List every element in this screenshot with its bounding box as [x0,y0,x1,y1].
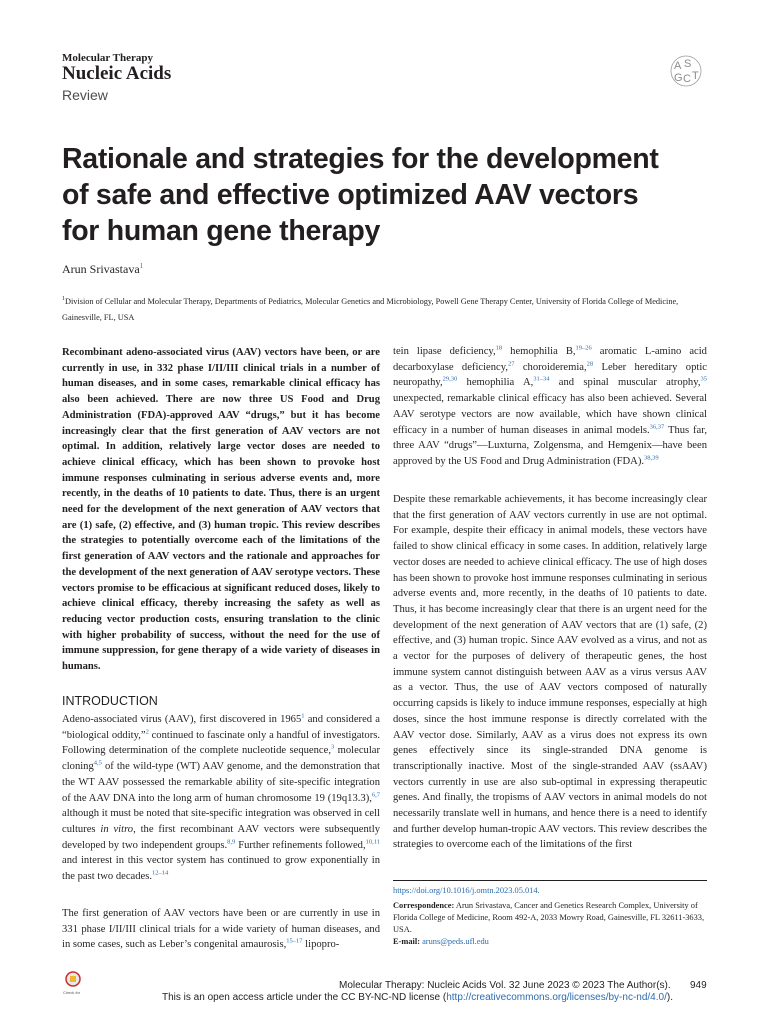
svg-text:T: T [692,70,699,82]
footer-citation: Molecular Therapy: Nucleic Acids Vol. 32 June 2023 © 2023 The Author(s). [339,980,671,991]
text-span: unexpected, remarkable clinical efficacy has also been achieved. Several AAV serotype vectors are now available, which have shown clinical efficacy in a number of human diseases in animal models. [393,393,707,436]
correspondence [393,900,707,936]
citation-ref[interactable]: 36,37 [649,422,665,430]
text-span: hemophilia B, [502,346,576,357]
svg-text:C: C [683,73,691,85]
intro-paragraph-2 [62,906,380,953]
citation-ref[interactable]: 6,7 [371,790,380,798]
check-for-updates-icon[interactable] [62,970,84,996]
author-line [62,262,143,277]
intro-paragraph-1 [62,712,380,885]
citation-ref[interactable]: 4,5 [93,759,102,767]
author-affiliation-ref[interactable]: 1 [139,262,144,270]
email-line [393,936,707,948]
text-span: , the first recombinant AAV vectors were subsequently developed by two independent groups. [62,823,380,851]
svg-text:G: G [674,72,683,84]
citation-ref[interactable]: 29,30 [442,375,458,383]
text-span: and spinal muscular atrophy, [549,377,701,389]
abstract: Recombinant adeno-associated virus (AAV) vectors have been, or are currently in use, in 332 phase I/II/III clinical trials in a number of human diseases, and in some cases, remarkable clinical efficacy has also been achieved. There are now three US Food and Drug Administration (FDA)-approved AAV “drugs,” but it has become increasingly clear that the first generation of AAV vectors are not optimal. In addition, relatively large vector doses are needed to achieve clinical efficacy, which has been shown to provoke host immune responses culminating in serious adverse events and, more recently, in the deaths of 10 patients to date. Thus, there is an urgent need for the development of the next generation of AAV vectors that are (1) safe, (2) effective, and (3) human tropic. This review describes the strategies to potentially overcome each of the limitations of the first generation of AAV vectors and the rationale and approaches for the development of the next generation of AAV serotype vectors. These vectors promise to be efficacious at significant reduced doses, likely to achieve clinical efficacy, thereby increasing the safety as well as reducing vector production costs, ensuring translation to the clinic with higher probability of success, without the need for the use of immune suppression, for gene therapy of a wide variety of diseases in humans. [62,347,380,673]
citation-ref[interactable]: 27 [508,360,515,368]
email-label: E-mail: [393,937,420,946]
correspondence-text: Arun Srivastava, Cancer and Genetics Research Complex, University of Florida College of Medicine, Room 492-A, 2033 Mowry Road, Gainesville, FL 32611-3633, USA. [393,901,705,934]
citation-ref[interactable]: 1 [301,712,305,720]
license-link[interactable]: http://creativecommons.org/licenses/by-nc-nd/4.0/ [446,992,667,1003]
page-number: 949 [690,980,707,991]
doi-link[interactable]: https://doi.org/10.1016/j.omtn.2023.05.014. [393,886,540,895]
text-span: aromatic L-amino acid decarboxylase deficiency, [393,346,707,373]
footnote-divider [393,880,707,881]
citation-ref[interactable]: 2 [145,728,149,736]
text-span: although it must be noted that site-specific integration was observed in cell cultures [62,808,380,835]
article-title: Rationale and strategies for the development of safe and effective optimized AAV vectors for human gene therapy [62,143,659,247]
license-end: ). [666,992,673,1003]
citation-ref[interactable]: 38,39 [644,454,659,462]
citation-ref[interactable]: 3 [330,743,335,751]
author-name: Arun Srivastava [62,262,140,276]
text-span: and considered a “biological oddity,” [62,714,380,741]
citation-ref[interactable]: 31–34 [533,375,550,383]
text-span: choroideremia, [514,361,587,373]
citation-ref[interactable]: 35 [700,375,707,383]
footer-license [162,992,673,1003]
citation-ref[interactable]: 10,11 [365,838,380,846]
text-span: continued to fascinate only a handful of investigators. Following determination of the complete nucleotide sequence, [62,729,380,757]
text-span: Thus far, three AAV “drugs”—Luxturna, Zolgensma, and Hemgenix—have been approved by the US Food and Drug Administration (FDA). [393,424,707,467]
text-span: of the wild-type (WT) AAV genome, and the demonstration that the WT AAV possessed the remarkable ability of site-specific integration of the AAV DNA into the long arm of human chromosome 19 (19q13.3), [62,761,380,804]
affiliation [62,291,712,326]
correspondence-label: Correspondence: [393,901,455,910]
citation-ref[interactable]: 19–26 [575,344,592,352]
section-heading-introduction: INTRODUCTION [62,694,158,708]
license-text: This is an open access article under the CC BY-NC-ND license ( [162,992,447,1003]
text-span: hemophilia A, [457,377,534,389]
citation-ref[interactable]: 15–17 [286,937,303,945]
right-paragraph-1 [393,344,707,470]
svg-text:A: A [674,60,682,72]
text-span: lipopro- [302,939,340,951]
article-type-label: Review [62,87,108,103]
italic-term: in vitro [100,823,134,835]
right-paragraph-2: Despite these remarkable achievements, it has become increasingly clear that the first generation of AAV vectors currently in use are not optimal. For example, despite their efficacy in animal models, these vectors have failed to show clinical efficacy in some cases. In addition, relatively large vector doses are needed to achieve clinical efficacy. The use of high doses has been shown to provoke host immune responses culminating in serious adverse events and, more recently, in the deaths of 10 patients to date. Thus, it has become increasingly clear that there is an urgent need for the development of the next generation of AAV vectors that are (1) safe, (2) effective, and (3) human tropic. Since AAV evolved as a virus, and not as a vector for the purposes of delivery of therapeutic genes, the host immune system cannot distinguish between AAV as a virus versus AAV as a vector. Thus, the use of AAV vectors composed of naturally occurring capsids is likely to induce immune responses, especially at high doses, since the host immune response is directly correlated with the AAV vector dose. Similarly, AAV as a virus does not express its own genes effectively since its single-stranded DNA genome is transcriptionally inactive. Most of the single-stranded AAV (ssAAV) vectors currently in use are also sub-optimal in expressing therapeutic genes. And finally, the tropisms of AAV vectors in animal models do not necessarily translate well in humans, and hence there is a need to identify and further develop human-tropic AAV vectors. This review describes the strategies to overcome each of the limitations of the first [393,494,707,851]
text-span: tein lipase deficiency, [393,346,496,357]
text-span: molecular cloning [62,745,380,773]
text-span: and interest in this vector system has continued to grow exponentially in the past two decades. [62,855,380,883]
affiliation-number: 1 [62,296,65,302]
journal-name-small: Molecular Therapy [62,52,153,64]
svg-text:Check for: Check for [63,990,81,995]
text-span: Leber hereditary optic neuropathy, [393,361,707,389]
affiliation-text: Division of Cellular and Molecular Therapy, Departments of Pediatrics, Molecular Genetics and Microbiology, Powell Gene Therapy Center, University of Florida College of Medicine, Gainesville, FL, USA [62,296,679,322]
citation-ref[interactable]: 12–14 [152,869,169,877]
email-link[interactable]: aruns@peds.ufl.edu [422,937,489,946]
journal-name-main: Nucleic Acids [62,63,172,84]
article-notes [393,885,707,948]
svg-text:S: S [684,58,692,70]
text-span: Adeno-associated virus (AAV), first discovered in 1965 [62,714,302,725]
text-span: Further refinements followed, [235,839,366,851]
text-span: The first generation of AAV vectors have been or are currently in use in 331 phase I/II/III clinical trials for a wide variety of human diseases, and in some cases, such as Leber’s congenital amaurosis, [62,908,380,951]
asgct-logo [666,52,706,90]
citation-ref[interactable]: 18 [495,344,503,352]
citation-ref[interactable]: 8,9 [227,838,236,846]
citation-ref[interactable]: 28 [586,360,594,368]
